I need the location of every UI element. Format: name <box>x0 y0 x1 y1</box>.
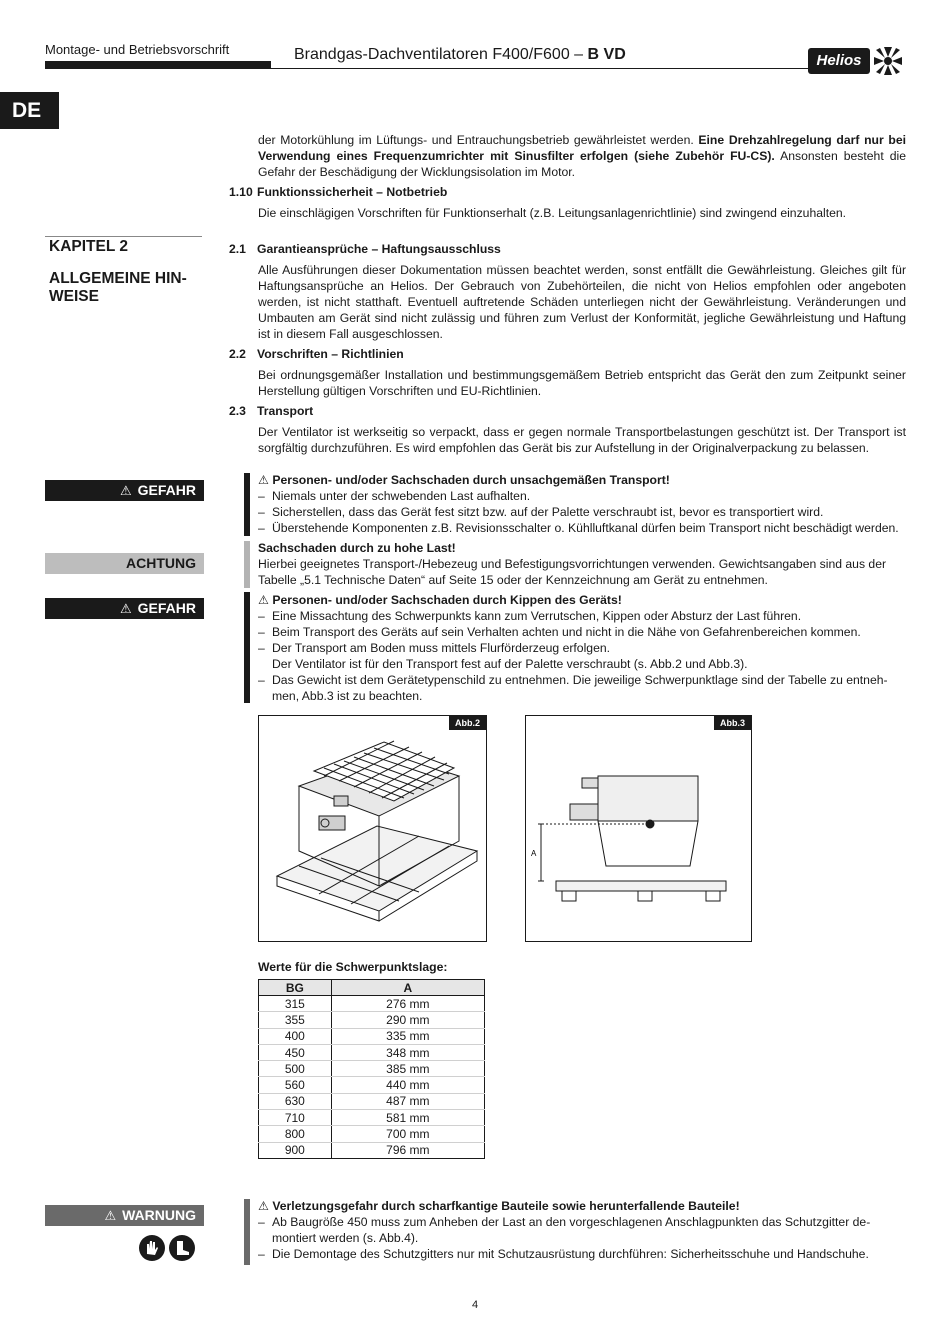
warning-heading <box>258 472 908 488</box>
language-tab: DE <box>0 92 59 129</box>
title-prefix: Brandgas-Dachventilatoren F400/F600 – <box>294 46 584 63</box>
table-cell: 335 mm <box>331 1028 484 1044</box>
section-title: Garantieansprüche – Haftungsausschluss <box>257 242 501 256</box>
warning-triangle-icon: ⚠ <box>104 1208 117 1223</box>
fan-on-pallet-drawing <box>259 716 486 941</box>
table-cell: 400 <box>259 1028 332 1044</box>
section-heading-1-10 <box>229 184 447 200</box>
figure-abb3 <box>525 715 752 942</box>
table-cell: 276 mm <box>331 996 484 1012</box>
list-item: – Überstehende Komponenten z.B. Revisionsschalter o. Kühlluftkanal dürfen beim Transport nicht beschädigt werden. <box>258 520 908 536</box>
fan-icon <box>872 46 904 76</box>
caution-heading: Sachschaden durch zu hohe Last! <box>258 541 456 555</box>
warning-block-sharp-edges <box>258 1198 908 1262</box>
intro-text-end: Ansonsten besteht die Gefahr der Beschädigung der Wicklungsisolation im Motor. <box>258 149 906 179</box>
table-cell: 487 mm <box>331 1093 484 1109</box>
table-cell: 800 <box>259 1126 332 1142</box>
danger-label <box>45 480 204 501</box>
column-header: A <box>331 980 484 996</box>
intro-bold-text: Eine Drehzahlregelung darf nur bei Verwendung eines Frequenzumrichter mit Sinusfilter erfolgen (siehe Zubehör FU-CS). <box>258 133 907 163</box>
logo-wordmark: Helios <box>808 48 870 74</box>
chapter-title: ALLGEMEINE HIN- <box>49 270 187 287</box>
table-cell: 385 mm <box>331 1061 484 1077</box>
list-item: – Beim Transport des Geräts auf sein Verhalten achten und nicht in die Nähe von Gefahrenbereichen kommen. <box>258 624 908 640</box>
label-text: WARNUNG <box>122 1207 196 1223</box>
section-title: Transport <box>257 404 314 418</box>
table-cell: 581 mm <box>331 1110 484 1126</box>
list-item: – Eine Missachtung des Schwerpunkts kann zum Verrutschen, Kippen oder Absturz der Last führen. <box>258 608 908 624</box>
table-cell: 630 <box>259 1093 332 1109</box>
warning-heading-text: Personen- und/oder Sachschaden durch unsachgemäßen Transport! <box>272 473 670 487</box>
warning-heading-text: Personen- und/oder Sachschaden durch Kippen des Geräts! <box>272 593 622 607</box>
fan-side-view-drawing <box>526 716 751 941</box>
figure-abb2 <box>258 715 487 942</box>
helios-logo <box>808 44 904 78</box>
warning-label <box>45 1205 204 1226</box>
chapter-title-cont: WEISE <box>49 288 99 305</box>
table-cell: 348 mm <box>331 1044 484 1060</box>
column-header: BG <box>259 980 332 996</box>
caution-bar <box>244 541 250 588</box>
caution-label: ACHTUNG <box>45 553 204 574</box>
section-text-1-10: Die einschlägigen Vorschriften für Funktionserhalt (z.B. Leitungsanlagenrichtlinie) sind zwingend einzuhalten. <box>258 206 847 220</box>
danger-label <box>45 598 204 619</box>
table-cell: 560 <box>259 1077 332 1093</box>
table-cell: 700 mm <box>331 1126 484 1142</box>
list-item-continuation: Der Ventilator ist für den Transport fest auf der Palette verschraubt (s. Abb.2 und Abb.3). <box>272 657 748 671</box>
list-item: – Das Gewicht ist dem Gerätetypenschild zu entnehmen. Die jeweilige Schwerpunktlage sind der Tabelle zu entneh- <box>258 672 908 688</box>
table-cell: 710 <box>259 1110 332 1126</box>
list-item: – Niemals unter der schwebenden Last aufhalten. <box>258 488 908 504</box>
table-row <box>259 1093 485 1109</box>
title-model: B VD <box>587 46 626 63</box>
warning-heading <box>258 1198 908 1214</box>
label-text: GEFAHR <box>137 482 196 498</box>
chapter-rule <box>45 236 202 237</box>
chapter-label: KAPITEL 2 <box>49 238 128 255</box>
table-cell: 900 <box>259 1142 332 1158</box>
section-number: 1.10 <box>229 185 253 199</box>
table-cell: 450 <box>259 1044 332 1060</box>
table-row <box>259 1012 485 1028</box>
section-heading-2-3 <box>229 403 313 419</box>
section-text-2-1: Alle Ausführungen dieser Dokumentation müssen beachtet werden, sonst entfällt die Gewährleistung. Gleiches gilt für Haftungsansprüche an Helios. Der Gebrauch von Zubehörteilen, die nicht von Helios empfohlen oder angeboten werden, ist nicht statthaft. Eventuell auftretende Schäden unterliegen nicht der Gewährleistung. Veränderungen und Umbauten am Gerät sind nicht zulässig und führen zum Verlust der Konformität, jegliche Gewährleistung und Haftung ist in diesem Fall ausgeschlossen. <box>258 263 906 341</box>
warning-triangle-icon: ⚠ <box>258 1199 269 1213</box>
warning-triangle-icon: ⚠ <box>258 593 269 607</box>
list-item-continuation: montiert werden (s. Abb.4). <box>272 1231 419 1245</box>
header-bar <box>45 61 271 69</box>
table-row <box>259 996 485 1012</box>
figure-tag: Abb.3 <box>714 716 751 730</box>
table-row <box>259 1061 485 1077</box>
header-rule <box>271 68 812 69</box>
section-number: 2.1 <box>229 242 246 256</box>
gloves-boots-icon <box>138 1233 198 1263</box>
section-heading-2-1 <box>229 241 501 257</box>
document-type: Montage- und Betriebsvorschrift <box>45 42 230 57</box>
intro-paragraph <box>258 132 906 180</box>
section-title: Funktionssicherheit – Notbetrieb <box>257 185 448 199</box>
chapter-heading <box>49 238 199 306</box>
table-row <box>259 1028 485 1044</box>
table-cell: 500 <box>259 1061 332 1077</box>
ppe-icons <box>138 1233 198 1263</box>
table-cell: 796 mm <box>331 1142 484 1158</box>
warning-heading <box>258 592 908 608</box>
intro-text: der Motorkühlung im Lüftungs- und Entrauchungsbetrieb gewährleistet werden. <box>258 133 694 147</box>
table-title: Werte für die Schwerpunktslage: <box>258 960 448 974</box>
dimension-label: A <box>531 849 537 858</box>
section-number: 2.3 <box>229 404 246 418</box>
warning-bar <box>244 592 250 703</box>
table-row <box>259 1110 485 1126</box>
table-row <box>259 1142 485 1158</box>
table-row <box>259 1126 485 1142</box>
warning-block-transport <box>258 472 908 536</box>
section-title: Vorschriften – Richtlinien <box>257 347 404 361</box>
warning-bar <box>244 1199 250 1265</box>
list-item-continuation: men, Abb.3 ist zu beachten. <box>272 689 423 703</box>
section-number: 2.2 <box>229 347 246 361</box>
warning-block-tipping <box>258 592 908 704</box>
page-number: 4 <box>471 1299 479 1311</box>
label-text: GEFAHR <box>137 600 196 616</box>
table-cell: 355 <box>259 1012 332 1028</box>
table-cell: 315 <box>259 996 332 1012</box>
figure-tag: Abb.2 <box>449 716 486 730</box>
table-cell: 290 mm <box>331 1012 484 1028</box>
list-item: – Ab Baugröße 450 muss zum Anheben der Last an den vorgeschlagenen Anschlagpunkten das Schutzgitter de- <box>258 1214 908 1230</box>
warning-bar <box>244 473 250 536</box>
caution-text: Hierbei geeignetes Transport-/Hebezeug und Befestigungsvorrichtungen verwenden. Gewichtsangaben sind aus der Tabelle „5.1 Technische Daten“ auf Seite 15 oder der Kennzeichnung am Gerät zu entnehmen. <box>258 557 887 587</box>
list-item: – Sicherstellen, dass das Gerät fest sitzt bzw. auf der Palette verschraubt ist, bevor es transportiert wird. <box>258 504 908 520</box>
caution-block-load <box>258 540 908 588</box>
table-cell: 440 mm <box>331 1077 484 1093</box>
section-text-2-3: Der Ventilator ist werkseitig so verpackt, dass er gegen normale Transportbelastungen geschützt ist. Der Transport ist sorgfältig durchzuführen. Es wird empfohlen das Gerät bis zur Aufstellung in der Originalverpackung zu belassen. <box>258 425 906 455</box>
section-text-2-2: Bei ordnungsgemäßer Installation und bestimmungsgemäßem Betrieb entspricht das Gerät den zum Zeitpunkt seiner Herstellung gültigen Vorschriften und EU-Richtlinien. <box>258 368 906 398</box>
warning-heading-text: Verletzungsgefahr durch scharfkantige Bauteile sowie herunterfallende Bauteile! <box>272 1199 740 1213</box>
warning-triangle-icon: ⚠ <box>120 601 132 616</box>
table-row <box>259 1044 485 1060</box>
table-header-row <box>259 980 485 996</box>
document-title <box>294 46 626 64</box>
list-item: – Die Demontage des Schutzgitters nur mit Schutzausrüstung durchführen: Sicherheitsschuhe und Handschuhe. <box>258 1246 908 1262</box>
table-row <box>259 1077 485 1093</box>
center-of-gravity-table <box>258 979 485 1159</box>
section-heading-2-2 <box>229 346 404 362</box>
list-item: – Der Transport am Boden muss mittels Flurförderzeug erfolgen. <box>258 640 908 656</box>
warning-triangle-icon: ⚠ <box>258 473 269 487</box>
warning-triangle-icon: ⚠ <box>120 483 132 498</box>
